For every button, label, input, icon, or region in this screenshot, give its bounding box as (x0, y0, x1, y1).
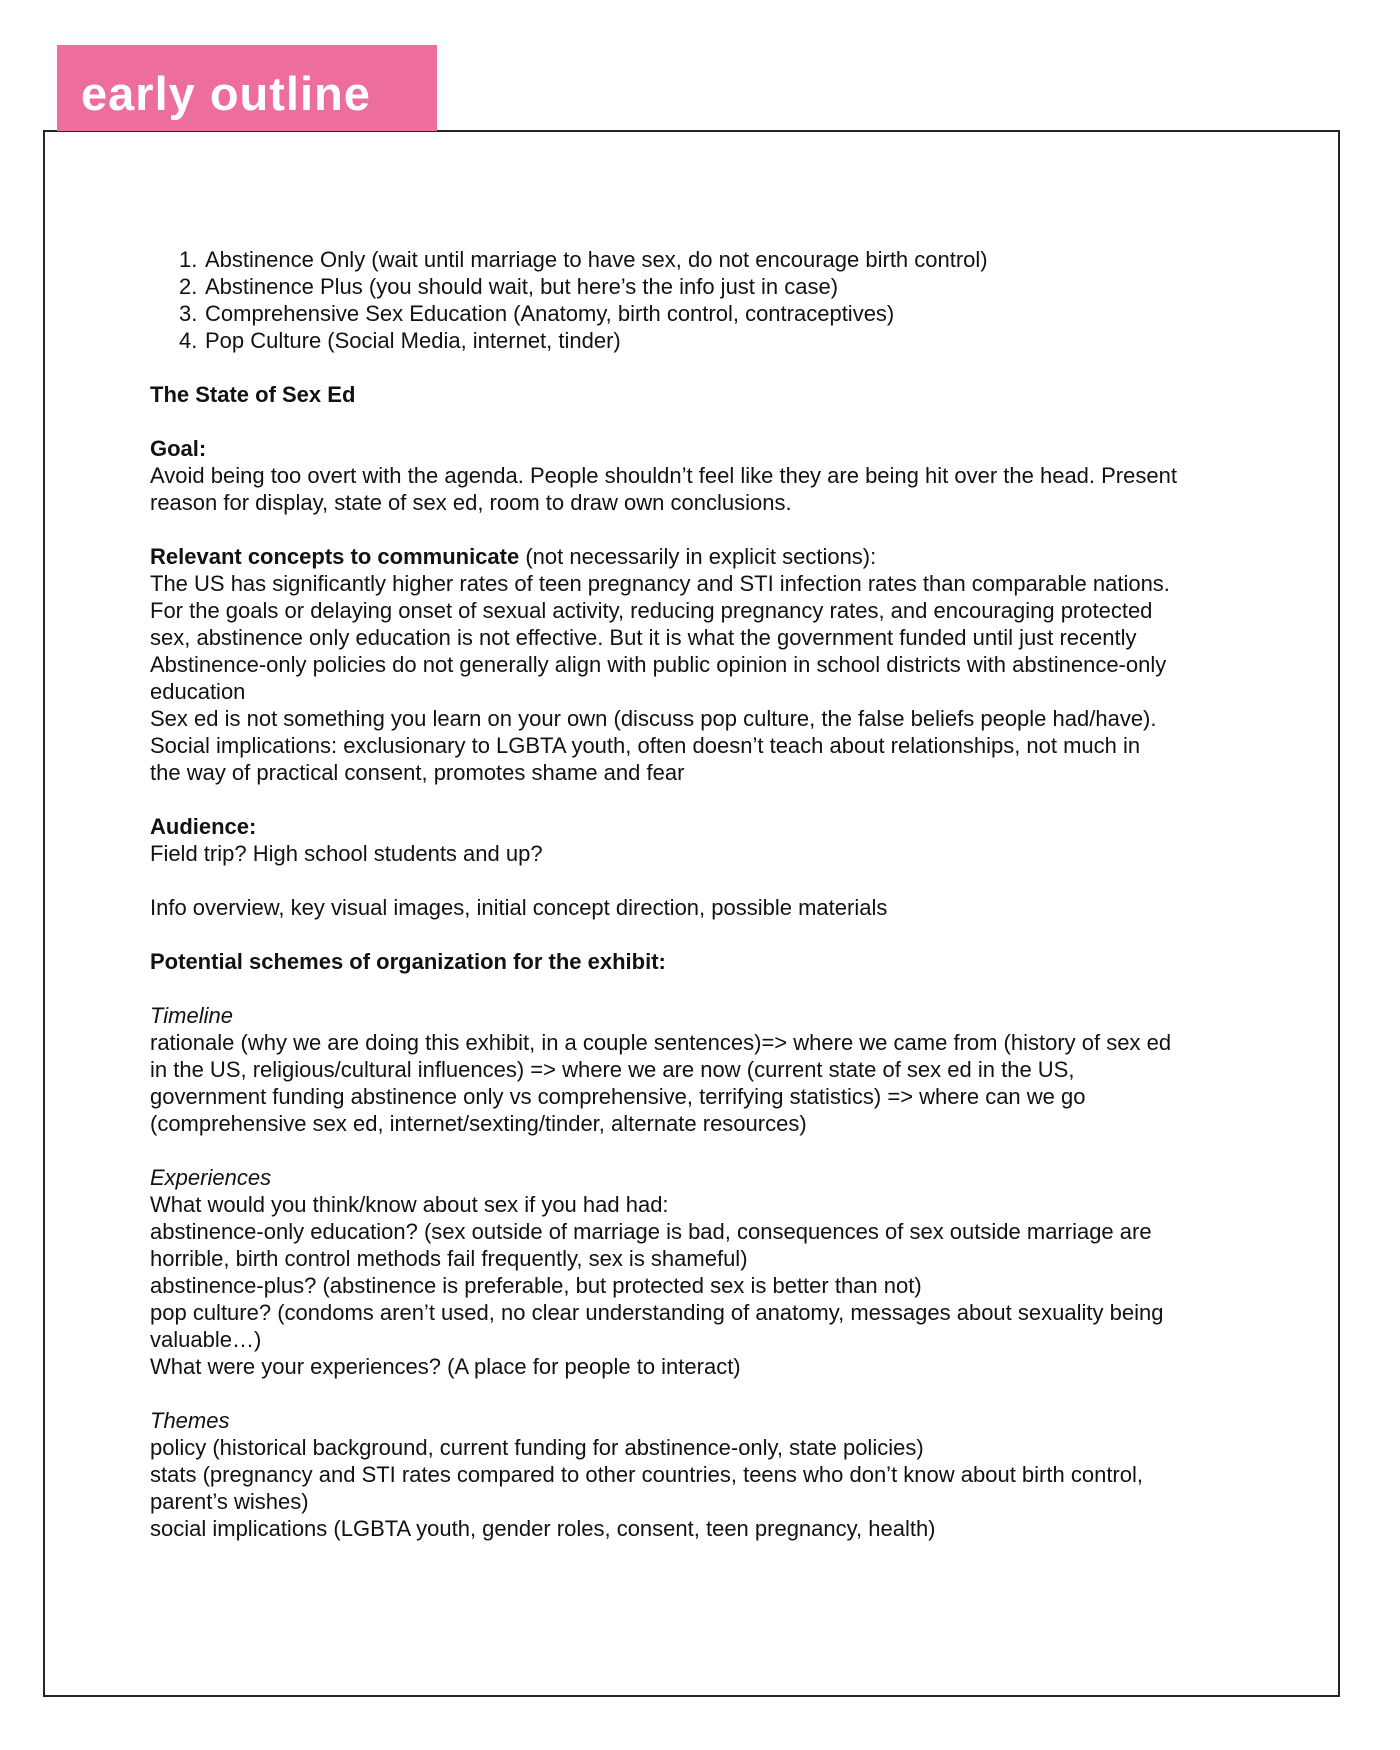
badge-label: early outline (81, 66, 371, 120)
text-line: What were your experiences? (A place for people to interact) (150, 1354, 741, 1379)
blank-line (150, 354, 1278, 381)
text-line: stats (pregnancy and STI rates compared to other countries, teens who don’t know about birth control, (150, 1462, 1143, 1487)
blank-line (150, 1137, 1278, 1164)
text-line: the way of practical consent, promotes shame and fear (150, 760, 685, 785)
list-item (150, 327, 1278, 354)
goal-paragraph (150, 462, 1278, 516)
text-line: Info overview, key visual images, initial concept direction, possible materials (150, 895, 888, 920)
list-item-text: Comprehensive Sex Education (Anatomy, birth control, contraceptives) (205, 301, 895, 326)
relevant-concepts-heading (150, 543, 1278, 570)
blank-line (150, 786, 1278, 813)
text-line: policy (historical background, current funding for abstinence-only, state policies) (150, 1435, 924, 1460)
text-line: reason for display, state of sex ed, room to draw own conclusions. (150, 490, 792, 515)
text-line: What would you think/know about sex if you had had: (150, 1192, 669, 1217)
text-line: Abstinence-only policies do not generally align with public opinion in school districts with abstinence-only (150, 652, 1167, 677)
text-line: rationale (why we are doing this exhibit, in a couple sentences)=> where we came from (history of sex ed (150, 1030, 1172, 1055)
themes-paragraph (150, 1434, 1278, 1542)
blank-line (150, 408, 1278, 435)
blank-line (150, 867, 1278, 894)
text-line: Social implications: exclusionary to LGBTA youth, often doesn’t teach about relationships, not much in (150, 733, 1141, 758)
list-item-text: Abstinence Plus (you should wait, but here’s the info just in case) (205, 274, 839, 299)
text-line: pop culture? (condoms aren’t used, no clear understanding of anatomy, messages about sexuality being (150, 1300, 1164, 1325)
blank-line (150, 1380, 1278, 1407)
approach-numbered-list (150, 246, 1278, 354)
text-line: (comprehensive sex ed, internet/sexting/tinder, alternate resources) (150, 1111, 807, 1136)
timeline-paragraph (150, 1029, 1278, 1137)
list-item-text: Abstinence Only (wait until marriage to have sex, do not encourage birth control) (205, 247, 988, 272)
text-line: social implications (LGBTA youth, gender roles, consent, teen pregnancy, health) (150, 1516, 936, 1541)
relevant-concepts-suffix: (not necessarily in explicit sections): (519, 544, 877, 569)
text-line: sex, abstinence only education is not effective. But it is what the government funded until just recently (150, 625, 1137, 650)
early-outline-badge (57, 45, 437, 131)
blank-line (150, 975, 1278, 1002)
goal-label: Goal: (150, 436, 207, 461)
audience-paragraph (150, 840, 1278, 867)
audience-label: Audience: (150, 814, 257, 839)
list-item (150, 300, 1278, 327)
text-line: For the goals or delaying onset of sexual activity, reducing pregnancy rates, and encouraging protected (150, 598, 1153, 623)
list-item-number: 2. (179, 274, 198, 299)
text-line: Avoid being too overt with the agenda. People shouldn’t feel like they are being hit over the head. Present (150, 463, 1177, 488)
text-line: education (150, 679, 246, 704)
text-line: The US has significantly higher rates of teen pregnancy and STI infection rates than comparable nations. (150, 571, 1170, 596)
experiences-label: Experiences (150, 1165, 272, 1190)
list-item-number: 3. (179, 301, 198, 326)
text-line: Sex ed is not something you learn on your own (discuss pop culture, the false beliefs people had/have). (150, 706, 1157, 731)
list-item-text: Pop Culture (Social Media, internet, tinder) (205, 328, 621, 353)
text-line: valuable…) (150, 1327, 262, 1352)
info-overview-paragraph (150, 894, 1278, 921)
document-frame (43, 130, 1340, 1697)
timeline-label: Timeline (150, 1003, 233, 1028)
text-line: abstinence-only education? (sex outside of marriage is bad, consequences of sex outside marriage are (150, 1219, 1152, 1244)
schemes-heading: Potential schemes of organization for the exhibit: (150, 949, 666, 974)
document-content (45, 132, 1338, 1542)
text-line: horrible, birth control methods fail frequently, sex is shameful) (150, 1246, 748, 1271)
themes-label: Themes (150, 1408, 230, 1433)
section-heading-state-of-sex-ed: The State of Sex Ed (150, 382, 356, 407)
blank-line (150, 921, 1278, 948)
blank-line (150, 516, 1278, 543)
relevant-concepts-paragraph (150, 570, 1278, 786)
list-item-number: 4. (179, 328, 198, 353)
text-line: Field trip? High school students and up? (150, 841, 543, 866)
text-line: government funding abstinence only vs comprehensive, terrifying statistics) => where can we go (150, 1084, 1086, 1109)
experiences-paragraph (150, 1191, 1278, 1380)
relevant-concepts-label: Relevant concepts to communicate (150, 544, 520, 569)
text-line: in the US, religious/cultural influences) => where we are now (current state of sex ed in the US, (150, 1057, 1075, 1082)
list-item (150, 246, 1278, 273)
text-line: parent’s wishes) (150, 1489, 309, 1514)
list-item (150, 273, 1278, 300)
text-line: abstinence-plus? (abstinence is preferable, but protected sex is better than not) (150, 1273, 922, 1298)
list-item-number: 1. (179, 247, 198, 272)
